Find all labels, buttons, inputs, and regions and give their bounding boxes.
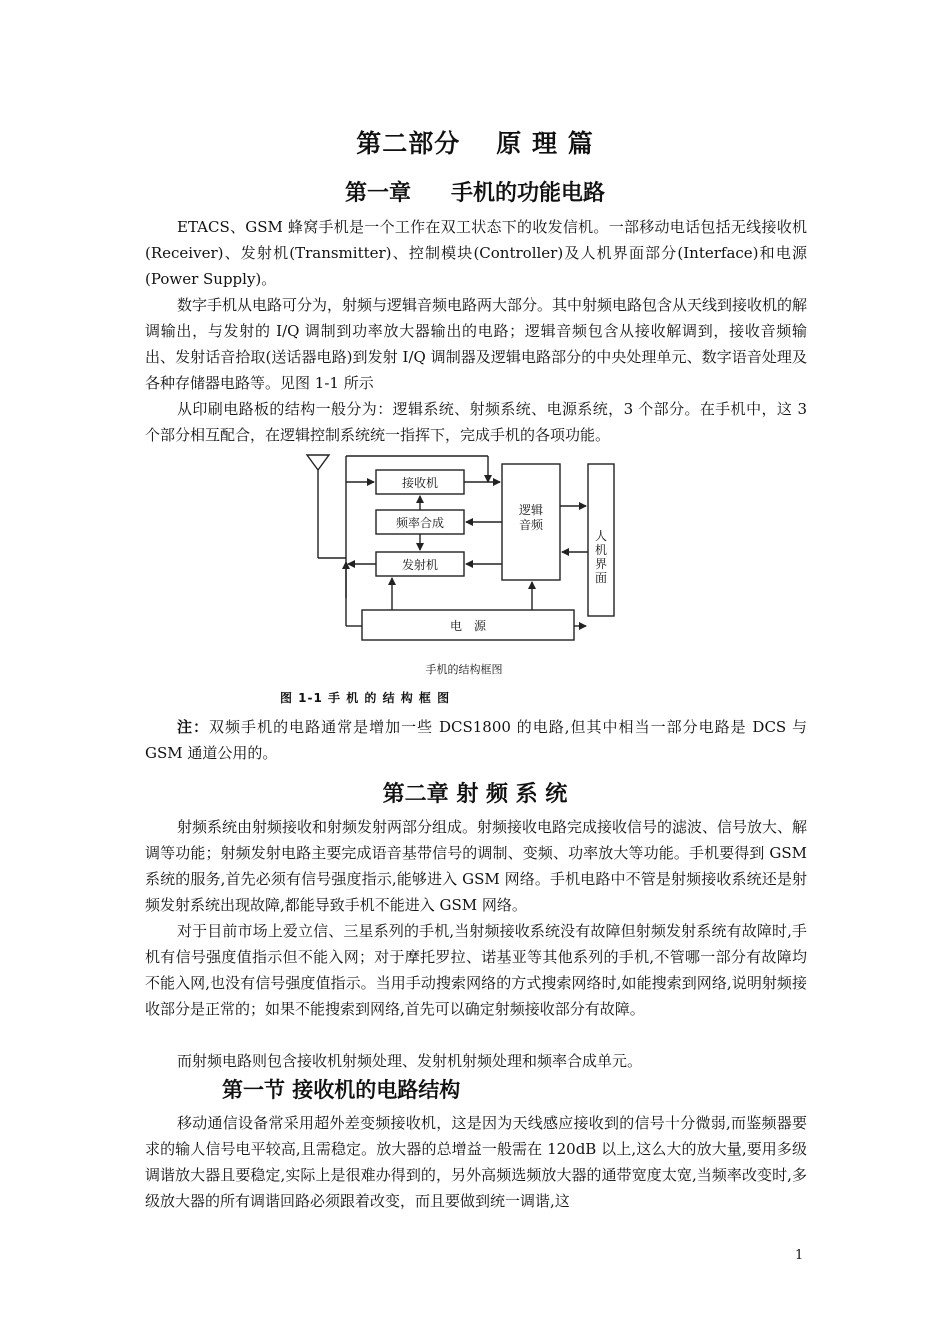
- note-text: 双频手机的电路通常是增加一些 DCS1800 的电路,但其中相当一部分电路是 DCS 与 GSM 通道公用的。: [145, 718, 807, 762]
- chapter1-title: [0, 176, 950, 207]
- receiver-label: 接收机: [401, 476, 439, 490]
- note-label: 注：: [177, 718, 210, 736]
- paragraph-superhet: 移动通信设备常采用超外差变频接收机，这是因为天线感应接收到的信号十分微弱,而鉴频器要求的输人信号电平较高,且需稳定。放大器的总增益一般需在 120dB 以上,这么大的放大量,要用多级调谐放大器且要稳定,实际上是很难办得到的，另外高频选频放大器的通带宽度太宽,当频率改变时,多级放大器的所有调谐回路必须跟着改变，而且要做到统一调谐,这: [145, 1114, 807, 1210]
- figure-caption: 图 1-1 手 机 的 结 构 框 图: [280, 691, 451, 705]
- paragraph-rf-system: 射频系统由射频接收和射频发射两部分组成。射频接收电路完成接收信号的滤波、信号放大、解调等功能；射频发射电路主要完成语音基带信号的调制、变频、功率放大等功能。手机要得到 GSM 系统的服务,首先必须有信号强度指示,能够进入 GSM 网络。手机电路中不管是射频接收系统还是射频发射系统出现故障,都能导致手机不能进入 GSM 网络。: [145, 818, 808, 914]
- section1-title: 第一节 接收机的电路结构: [222, 1078, 461, 1102]
- antenna-icon: [307, 455, 329, 470]
- hmi-label-2: 机: [594, 543, 608, 557]
- note-paragraph: [145, 714, 807, 766]
- synth-label: 频率合成: [395, 516, 445, 530]
- chapter2-title: 第二章 射 频 系 统: [382, 782, 568, 807]
- part-title-name: 原 理 篇: [496, 129, 594, 158]
- paragraph-rf-units: 而射频电路则包含接收机射频处理、发射机射频处理和频率合成单元。: [177, 1052, 643, 1070]
- phone-block-diagram: [300, 448, 620, 684]
- hmi-label-3: 界: [594, 557, 608, 571]
- part-title: [0, 124, 950, 160]
- power-label: 电 源: [449, 619, 487, 633]
- hmi-label-1: 人: [594, 529, 608, 543]
- paragraph-rf-faults: 对于目前市场上爱立信、三星系列的手机,当射频接收系统没有故障但射频发射系统有故障时,手机有信号强度值指示但不能入网；对于摩托罗拉、诺基亚等其他系列的手机,不管哪一部分有故障均不能入网,也没有信号强度值指示。当用手动搜索网络的方式搜索网络时,如能搜索到网络,说明射频接收部分是正常的；如果不能搜索到网络,首先可以确定射频接收部分有故障。: [145, 922, 807, 1018]
- paragraph-circuits: 数字手机从电路可分为，射频与逻辑音频电路两大部分。其中射频电路包含从天线到接收机的解调输出，与发射的 I/Q 调制到功率放大器输出的电路；逻辑音频包含从接收解调到，接收音频输出、发射话音拾取(送话器电路)到发射 I/Q 调制器及逻辑电路部分的中央处理单元、数字语音处理及各种存储器电路等。见图 1-1 所示: [145, 296, 808, 392]
- chapter1-number: 第一章: [344, 181, 411, 206]
- logic-label-2: 音频: [518, 518, 544, 532]
- hmi-label-4: 面: [594, 571, 608, 585]
- diagram-inner-caption: 手机的结构框图: [425, 663, 503, 676]
- page-number: 1: [795, 1248, 804, 1263]
- paragraph-intro: ETACS、GSM 蜂窝手机是一个工作在双工状态下的收发信机。一部移动电话包括无线接收机(Receiver)、发射机(Transmitter)、控制模块(Controller)及人机界面部分(Interface)和电源(Power Supply)。: [145, 218, 807, 288]
- paragraph-pcb: 从印刷电路板的结构一般分为：逻辑系统、射频系统、电源系统，3 个部分。在手机中，这 3 个部分相互配合，在逻辑控制系统统一指挥下，完成手机的各项功能。: [145, 400, 807, 444]
- logic-label-1: 逻辑: [518, 503, 544, 517]
- chapter1-name: 手机的功能电路: [451, 181, 606, 206]
- transmitter-label: 发射机: [401, 558, 439, 572]
- part-title-label: 第二部分: [356, 129, 461, 158]
